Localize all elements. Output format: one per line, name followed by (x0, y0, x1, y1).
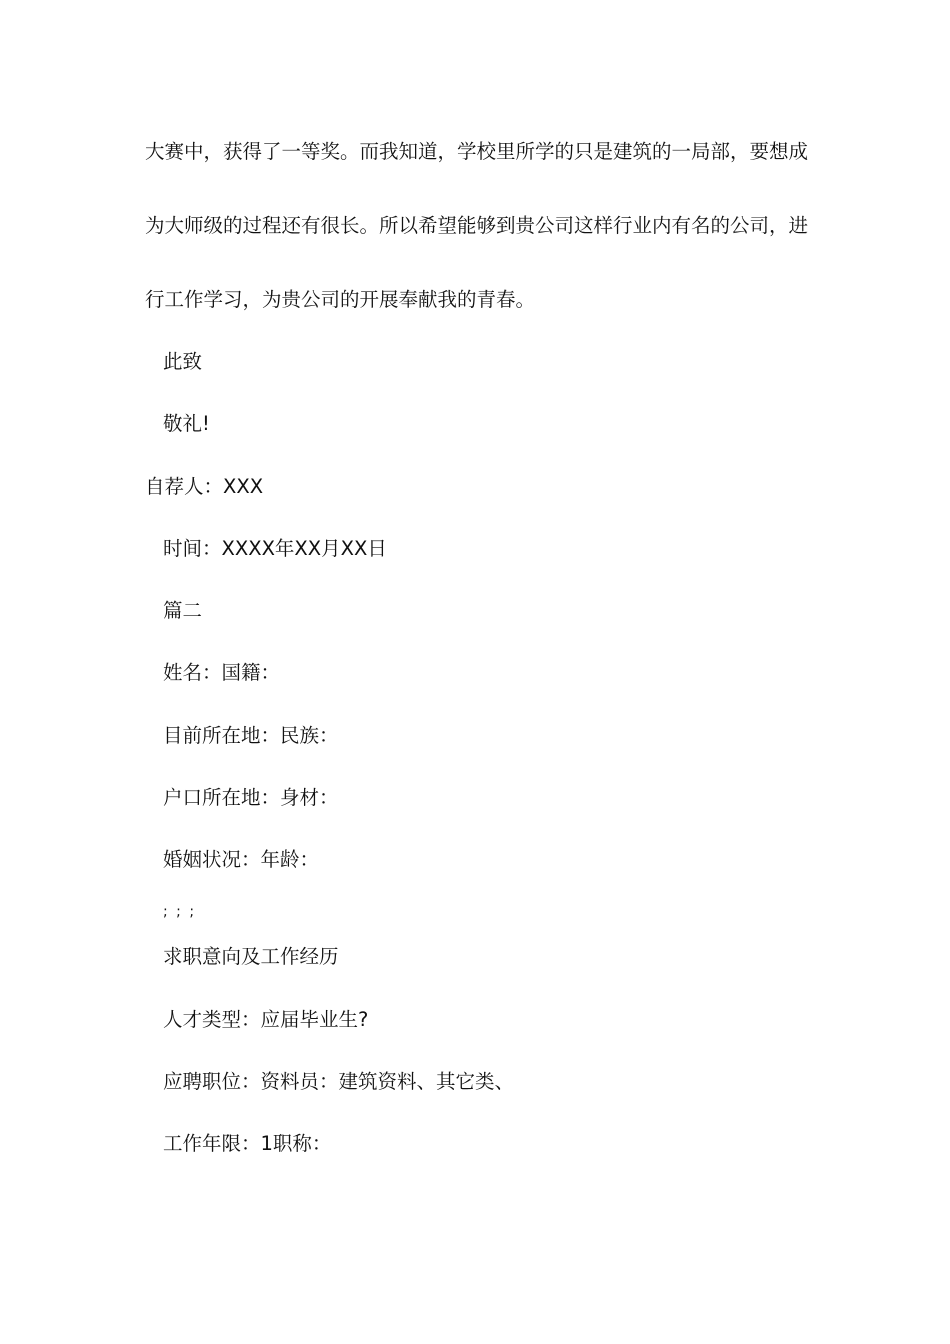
paragraph-line-2: 为大师级的过程还有很长。所以希望能够到贵公司这样行业内有名的公司，进 (145, 214, 809, 237)
marital-age-line: 婚姻状况：年龄： (163, 848, 320, 871)
position-line: 应聘职位：资料员：建筑资料、其它类、 (163, 1070, 515, 1093)
location-ethnicity-line: 目前所在地：民族： (163, 724, 339, 747)
job-section-title: 求职意向及工作经历 (163, 945, 339, 968)
signer-line: 自荐人：XXX (145, 475, 264, 498)
separator-line: ; ; ; (163, 904, 197, 920)
date-line: 时间：XXXX年XX月XX日 (163, 537, 387, 560)
closing-salutation-1: 此致 (163, 350, 203, 373)
paragraph-line-3: 行工作学习，为贵公司的开展奉献我的青春。 (145, 288, 536, 311)
years-title-line: 工作年限：1职称： (163, 1132, 332, 1155)
paragraph-line-1: 大赛中，获得了一等奖。而我知道，学校里所学的只是建筑的一局部，要想成 (145, 140, 809, 163)
talent-type-line: 人才类型：应届毕业生? (163, 1008, 369, 1031)
hukou-build-line: 户口所在地：身材： (163, 786, 339, 809)
name-nationality-line: 姓名：国籍： (163, 661, 281, 684)
closing-salutation-2: 敬礼! (163, 412, 210, 435)
section-title: 篇二 (163, 599, 203, 622)
